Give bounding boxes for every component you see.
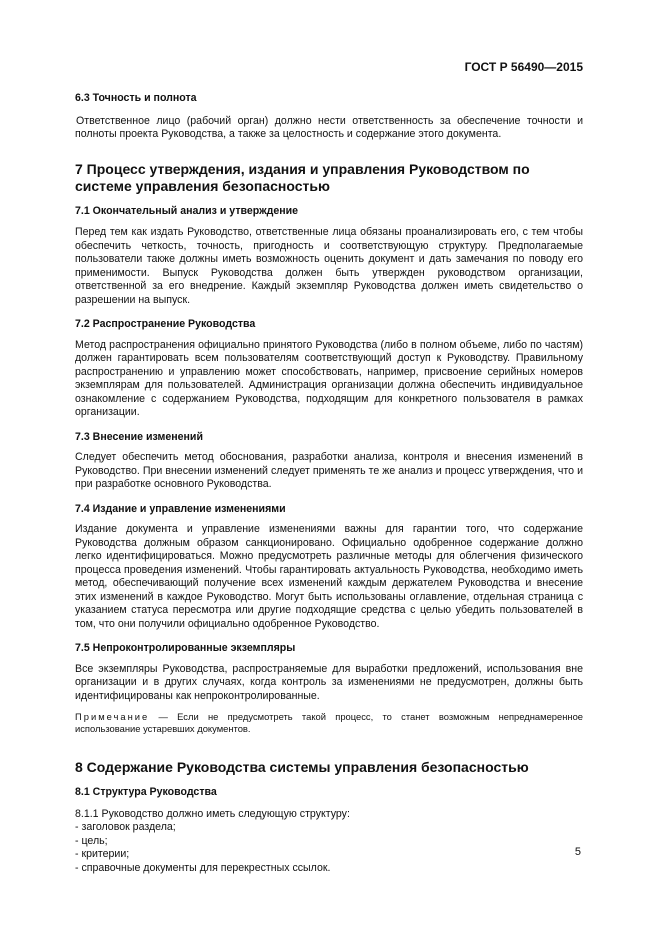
section-7-3-text: Следует обеспечить метод обоснования, разработки анализа, контроля и внесения изменений в Руководство. При внесении изменений следует применять те же анализ и процесс утверждения, что и при разработке основного Руководства. — [75, 451, 583, 490]
section-7-4-title: 7.4 Издание и управление изменениями — [75, 502, 286, 515]
section-7-3-title: 7.3 Внесение изменений — [75, 430, 203, 443]
note — [75, 711, 583, 735]
section-7-5-title: 7.5 Непроконтролированные экземпляры — [75, 642, 296, 654]
list-item: - заголовок раздела; — [75, 821, 176, 833]
section-7-2-text: Метод распространения официально принятого Руководства (либо в полном объеме, либо по частям) должен гарантировать всем пользователям соответствующий доступ к Руководству. Правильному распространению и управлению может способствовать, например, присвоение серийных номеров экземплярам для пользователей. Администрация организации должна обеспечить индивидуальное ознакомление с содержанием Руководства, подходящим для конкретного пользователя в рамках организации. — [75, 338, 583, 418]
section-8-title: 8 Содержание Руководства системы управления безопасностью — [75, 759, 529, 775]
section-7-5-text: Все экземпляры Руководства, распространяемые для выработки предложений, использования вне организации и в других случаях, когда контроль за изменениями не предусмотрен, должны быть идентифицированы как непроконтролированные. — [75, 662, 583, 702]
section-7-2-title: 7.2 Распространение Руководства — [75, 318, 256, 330]
note-label: Примечание — [75, 711, 150, 722]
list-item: - критерии; — [75, 848, 130, 860]
section-8-1-1-text: 8.1.1 Руководство должно иметь следующую структуру: — [75, 807, 350, 820]
section-8-1-title: 8.1 Структура Руководства — [75, 786, 217, 798]
page-number: 5 — [574, 846, 581, 858]
standard-header: ГОСТ Р 56490—2015 — [464, 60, 583, 74]
list-item: - справочные документы для перекрестных ссылок. — [75, 861, 331, 874]
section-7-1-text: Перед тем как издать Руководство, ответственные лица обязаны проанализировать его, с тем чтобы обеспечить четкость, точность, пригодность и соответствующую структуру. Предполагаемые пользователи также должны иметь возможность оценить документ и дать замечания по поводу его применимости. Выпуск Руководства должен быть утвержден руководством организации, ответственной за его внедрение. Каждый экземпляр Руководства должен иметь свидетельство о разрешении на выпуск. — [75, 226, 583, 306]
section-7-title: 7 Процесс утверждения, издания и управления Руководством по системе управления безопасностью — [75, 160, 530, 194]
page-content — [75, 92, 583, 875]
note-text: — Если не предусмотреть такой процесс, то станет возможным непреднамеренное использование устаревших документов. — [75, 711, 583, 734]
section-6-3-title: 6.3 Точность и полнота — [75, 92, 197, 104]
section-7-4-text: Издание документа и управление изменениями важны для гарантии того, что содержание Руководства должным образом санкционировано. Официально одобренное содержание должно легко идентифицироваться. Можно предусмотреть различные методы для облегчения физического процесса проведения изменений. Чтобы гарантировать актуальность Руководства, необходимо иметь метод, обеспечивающий получение всех изменений каждым держателем Руководства и внесение этих изменений в каждое Руководство. Могут быть использованы оглавление, отдельная страница с указанием статуса пересмотра или другие подходящие средства с целью убедить пользователей в том, что они получили официально одобренное Руководство. — [75, 523, 583, 630]
list-item: - цель; — [75, 834, 108, 847]
section-6-3-text: Ответственное лицо (рабочий орган) должно нести ответственность за обеспечение точности и полноты проекта Руководства, а также за целостность и содержание этого документа. — [75, 114, 583, 140]
section-7-1-title: 7.1 Окончательный анализ и утверждение — [75, 204, 299, 217]
